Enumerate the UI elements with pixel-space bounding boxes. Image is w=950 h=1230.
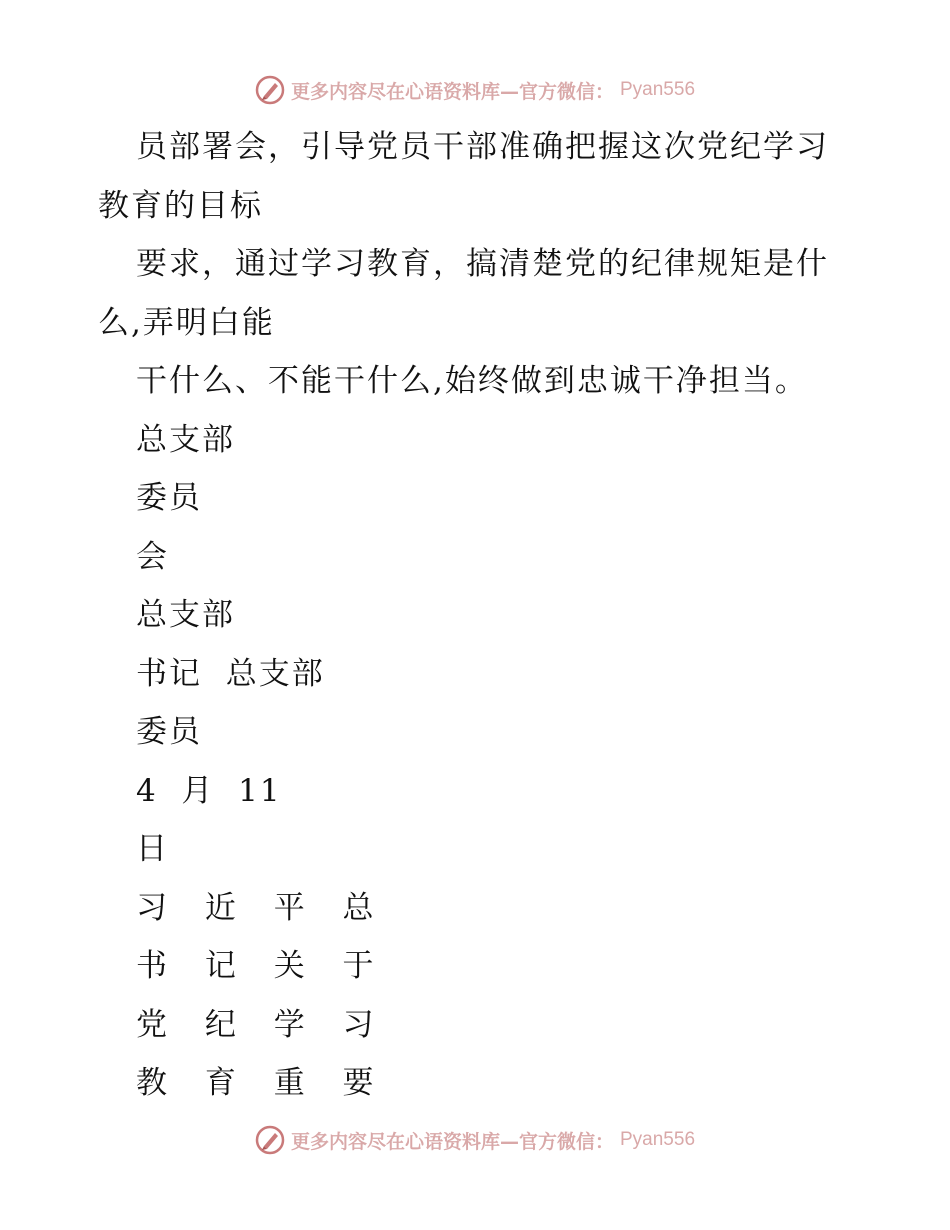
text-line: 要求，通过学习教育，搞清楚党的纪律规矩是什: [136, 246, 829, 282]
text-line: 4 月 11: [136, 772, 282, 809]
text-line: 教 育 重 要: [136, 1065, 388, 1101]
text-line: 书记 总支部: [136, 655, 325, 692]
watermark-text: 更多内容尽在心语资料库—官方微信：: [290, 1130, 614, 1153]
text-line: 书 记 关 于: [136, 948, 388, 984]
text-line: 日: [136, 831, 169, 867]
header-watermark: [0, 70, 950, 110]
text-line: 党 纪 学 习: [136, 1006, 388, 1043]
text-line: 总支部: [136, 597, 235, 633]
text-line: 会: [136, 538, 169, 575]
text-line: 么,弄明白能: [98, 304, 275, 341]
watermark-wechat-id: Pyan556: [620, 1129, 696, 1150]
text-line: 总支部: [136, 421, 235, 458]
watermark-text: 更多内容尽在心语资料库—官方微信：: [290, 80, 614, 103]
text-line: 员部署会，引导党员干部准确把握这次党纪学习: [136, 129, 829, 165]
footer-watermark: [0, 1120, 950, 1160]
document-body: [98, 118, 858, 1113]
watermark-wechat-id: Pyan556: [620, 79, 696, 100]
pen-logo-icon: [255, 1125, 285, 1155]
text-line: 教育的目标: [98, 187, 263, 224]
text-line: 习 近 平 总: [136, 889, 388, 926]
pen-logo-icon: [255, 75, 285, 105]
text-line: 委员: [136, 480, 202, 516]
text-line: 委员: [136, 714, 202, 750]
text-line: 干什么、不能干什么,始终做到忠诚干净担当。: [136, 363, 808, 399]
